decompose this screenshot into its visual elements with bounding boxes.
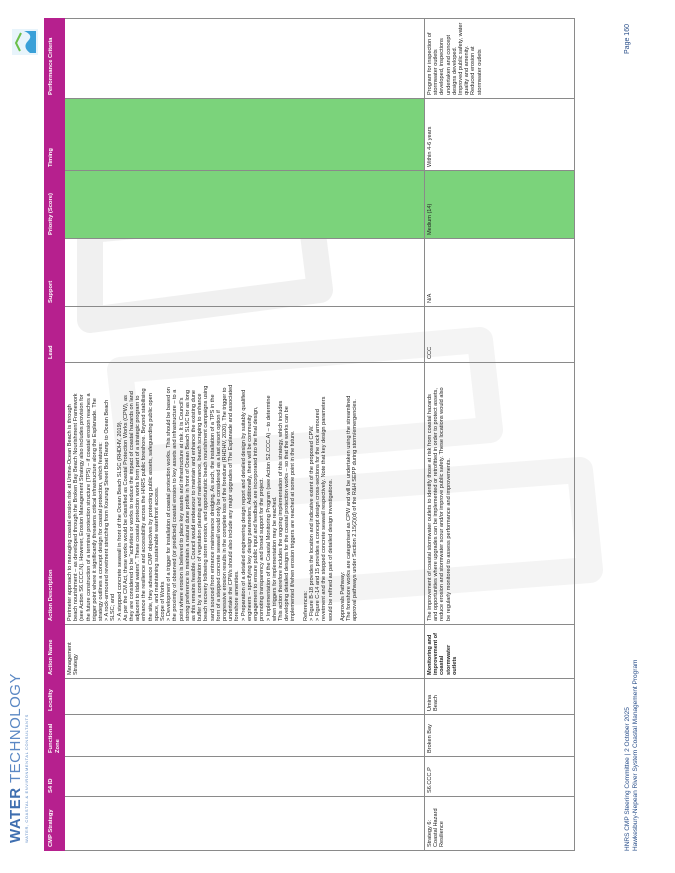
table-row [425,19,575,851]
description-line: The improvement of coastal stormwater outlets to identify those at risk from coastal hazards [427,394,433,621]
description-line: strong preference to maintain a natural dune profile in front of Ocean Beach SLSC for as long [184,389,191,621]
description-line: buffer by a combination of vegetation planting and maintenance, beach scraping to enhance [197,393,204,621]
description-line: This action therefore includes the ongoing implementation of this strategy, which includes [277,400,284,621]
col-header: Locality [45,679,65,715]
description-line: point where erosion is believed to place key assets and infrastructure at risk. It is Council's [178,397,185,621]
support-cell: N/A [425,239,575,307]
brand-light: TECHNOLOGY [7,673,24,788]
description-line: promoting transparency and broad support for the project. [259,477,266,621]
col-header: Functional Zone [45,715,65,757]
description-line: implemented if/when erosion triggers are reached at some point in the future. [290,430,297,621]
action-description-cell [65,363,425,625]
page-number: Page 160 [624,24,631,54]
description-line: adjacent to tidal waters". These coastal protection works form part of a strategic program to [135,395,142,621]
description-line: Scope of Works [160,581,167,621]
description-line: > Development of a trigger for installation of coastal protection works. This should be based on [166,387,173,621]
action-description-cell [425,363,575,625]
description-line: undertake the CPWs should also include any major upgrades of The Esplanade and associated [228,384,235,621]
table-row [65,19,425,851]
description-line: > A rock-armoured revetment stretching from Kourung Street Boat Ramp to Ocean Beach [104,399,111,621]
action-name-cell: Management Strategy [65,625,425,679]
action-description [67,366,359,621]
description-line: References: [302,590,309,621]
priority-cell: Medium (14) [425,171,575,239]
footer-committee: HNRS CMP Steering Committee | 2 October 2025 [624,707,631,851]
description-line: > A stepped concrete seawall in front of the Ocean Beach SLSC (RHDHV, 2019). [116,420,123,621]
footer [624,660,640,851]
description-line: Perimeter approach to managing coastal erosion risk at Umina-Ocean Beach is through [67,404,73,621]
description-line: Approvals Pathway: [339,571,346,621]
s4-id-cell: S6.CCC.P [425,757,575,797]
col-header: Support [45,239,65,307]
description-line: > Preparation of a detailed engineering design report and detailed design by suitably qualified [240,389,247,621]
performance-criteria-cell: Program for inspection of stormwater outlets developed, inspections undertaken and concept designs developed. Improved public safety, water quality and amenity. Reduced erosion at stormwater outlets [425,19,575,99]
functional-zone-cell: Broken Bay [425,715,575,757]
description-line: and opportunities where upgrades can be implemented or retrofitted in order to protect assets, [433,388,440,621]
col-header: Performance Criteria [45,19,65,99]
description-line: foreshore amenities. [234,570,241,621]
locality-cell: Umina Beach [425,679,575,715]
coastal-program-logo-icon [12,29,38,55]
description-line: space, and maintaining sustainable waterfront access. [153,486,160,621]
description-line: enhance the resilience and accessibility across the HNRS public foreshore. Beyond stabilising [141,388,148,621]
description-line: be regularly monitored to assess performance and improvements. [445,458,452,621]
description-line: > Figure C-14 and 15 provides a concept design cross-sections for the rock armoured [315,409,322,621]
col-header: Lead [45,307,65,363]
lead-cell: CCC [425,307,575,363]
col-header: Action Description [45,363,65,625]
description-line: engagement to ensure public input and feedback are incorporated into the final design, [253,406,260,621]
brand-bold: WATER [7,787,24,843]
description-line: SLSC; and [110,593,117,621]
description-line: they are considered to be "activities or works to reduce the impact of coastal hazards on land [129,391,136,621]
description-line: form of a stepped concrete seawall would only be considered as a last resort option if [215,410,222,621]
description-line: progressive erosion results in the complete loss of the foredune (RHDHV, 2020). The trigger to [222,387,229,621]
description-line: the future construction of a terminal protection structure (TPS) – if coastal erosion reaches a [85,393,92,621]
col-header: S4 ID [45,757,65,797]
description-line: sand sourced from entrance maintenance dredging. As such, the installation of a TPS in the [209,394,216,621]
footer-program: Hawkesbury-Nepean River System Coastal Management Program [632,659,639,851]
description-line: revetment and the stepped concrete seawall respectively. Note that key design parameters [321,396,328,621]
action-name-cell: Monitoring and improvement of coastal stormwater outlets [425,625,575,679]
water-technology-logo [7,673,38,843]
description-line: the site, they advance CMP objectives by protecting public assets, safeguarding public open [147,393,154,621]
timing-cell: Within 4-6 years [425,99,575,171]
description-line: The foreshore works are categorised as CPW and will be undertaken using the streamlined [346,395,353,621]
description-line: developing detailed designs for the coastal protection works – so that the works can be [284,406,291,621]
col-header: Action Name [45,625,65,679]
description-line: would be refined as part of detailed design investigations. [327,478,334,621]
description-line: engineers – specifying key design parameters. Additionally, there will be community [246,414,253,621]
description-line: (see Action S6.CCC.N). However, Erosion Management Strategy also includes provision for [79,394,86,621]
description-line: when triggers for implementation may be reached. [271,496,278,621]
description-line: As per the CM Act, these works would be classified as Coastal Protection Works (CPW), as [122,395,129,621]
col-header: Timing [45,99,65,171]
brand-tagline: WATER, COASTAL & ENVIRONMENTAL CONSULTANTS [24,714,29,843]
strategy-cell: Strategy 6: Coastal Hazard Resilience [425,797,575,851]
col-header: CMP Strategy [45,797,65,851]
description-line: > Figure B-18 provides the location and indicative extent of the proposed CPW. [308,425,315,621]
description-line: > Implementation of the Coastal Monitoring Program (see Action S2.CCC.A) – to determine [265,395,272,621]
actions-table [44,18,575,851]
action-description [427,366,452,621]
description-line: beach recovery following storm erosion, and opportunistic beach nourishment campaigns using [203,385,210,621]
description-line: strategy outlines a concept design for coastal protection, which features: [98,442,105,621]
description-line: approval pathways under Section 2.15(2)(d) of the R&H SEPP during storm/emergencies. [352,399,359,621]
description-line: trigger point where it significantly threatens critical infrastructure along the Esplanade. The [91,398,98,621]
description-line: reduce erosion and stormwater scour and/or improve public safety. These locations would also [439,387,446,621]
col-header: Priority (Score) [45,171,65,239]
description-line: as this remains feasible. Council would endeavour to maintain and enhance the existing dune [191,389,198,621]
table-header-row [45,19,65,851]
description-line: the proximity of observed (or predicted) coastal erosion to key assets and infrastructure – to a [172,389,179,621]
description-line: beach nourishment – as developed through the Broken Bay Beach Nourishment Framework [73,393,80,621]
